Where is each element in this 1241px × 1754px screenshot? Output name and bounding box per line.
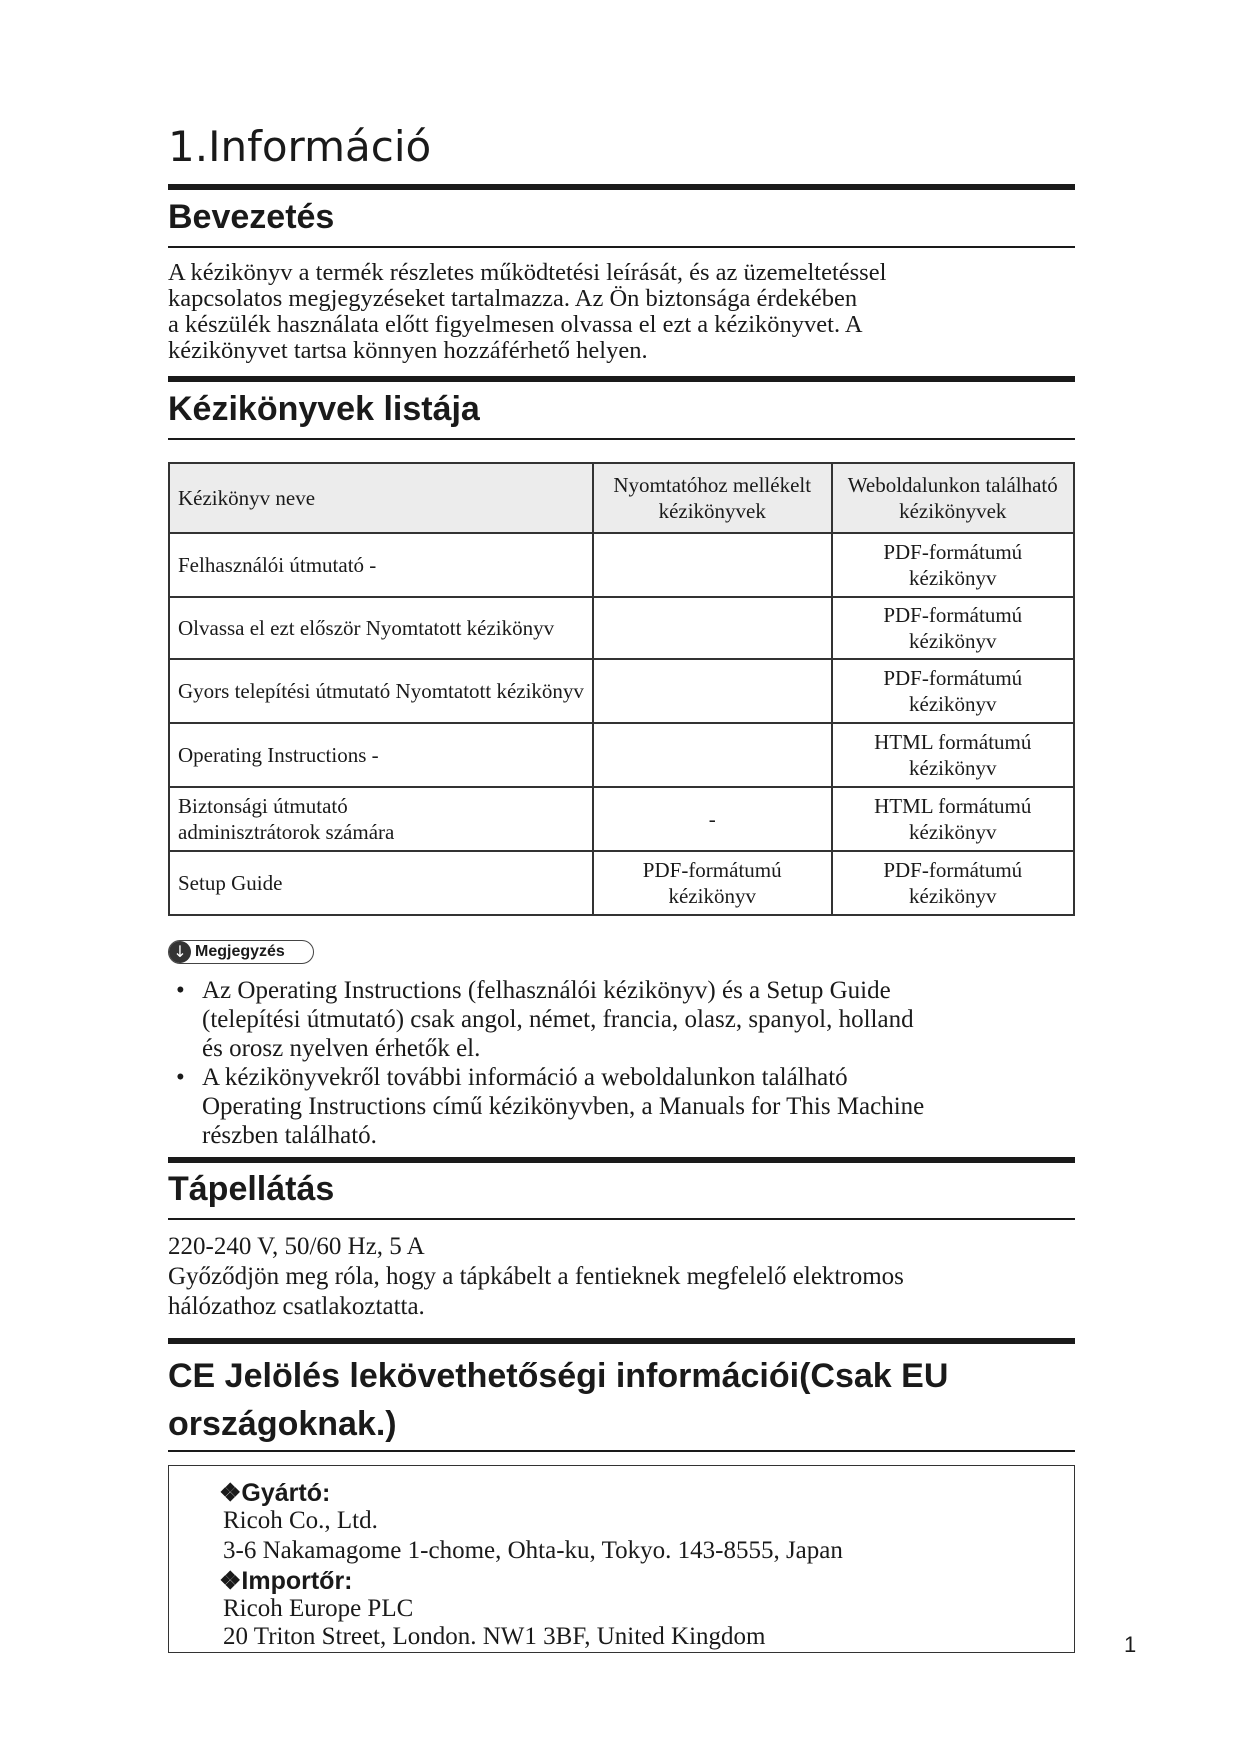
section-title-intro: Bevezetés bbox=[168, 198, 335, 236]
cell-web-line: kézikönyv bbox=[909, 756, 997, 780]
cell-web-line: kézikönyv bbox=[909, 566, 997, 590]
table-row bbox=[169, 597, 1074, 659]
section-rule bbox=[168, 1157, 1075, 1163]
section-title-power: Tápellátás bbox=[168, 1170, 335, 1208]
header-printed bbox=[593, 463, 832, 533]
section-rule bbox=[168, 246, 1075, 248]
header-web-line: kézikönyvek bbox=[899, 499, 1007, 523]
intro-line: a készülék használata előtt figyelmesen olvassa el ezt a kézikönyvet. A bbox=[168, 311, 863, 338]
cell-manual-name-text: Gyors telepítési útmutató Nyomtatott kézikönyv bbox=[178, 679, 584, 703]
note-line: • A kézikönyvekről további információ a weboldalunkon található bbox=[202, 1064, 848, 1091]
cell-web-line: PDF-formátumú bbox=[883, 603, 1023, 627]
header-printed-line: Nyomtatóhoz mellékelt bbox=[613, 473, 812, 497]
table-row bbox=[169, 851, 1074, 915]
cell-web-line: PDF-formátumú bbox=[883, 858, 1023, 882]
table-row bbox=[169, 533, 1074, 597]
cell-printed bbox=[593, 659, 832, 723]
header-printed-line: kézikönyvek bbox=[658, 499, 766, 523]
table-row bbox=[169, 659, 1074, 723]
chapter-rule bbox=[168, 184, 1075, 190]
power-line: Győződjön meg róla, hogy a tápkábelt a fentieknek megfelelő elektromos bbox=[168, 1263, 904, 1290]
cell-manual-name bbox=[169, 659, 593, 723]
ce-title-line: országoknak.) bbox=[168, 1405, 397, 1443]
note-line: (telepítési útmutató) csak angol, német, francia, olasz, spanyol, holland bbox=[202, 1006, 914, 1033]
cell-web bbox=[832, 787, 1075, 851]
cell-printed bbox=[593, 533, 832, 597]
manufacturer-label: ❖Gyártó: bbox=[219, 1479, 331, 1507]
cell-manual-name bbox=[169, 787, 593, 851]
manuals-table bbox=[168, 462, 1075, 916]
note-badge bbox=[168, 940, 314, 964]
note-label: Megjegyzés bbox=[195, 943, 285, 960]
cell-printed-line: PDF-formátumú bbox=[642, 858, 782, 882]
cell-manual-name: Operating Instructions - bbox=[169, 723, 593, 787]
cell-manual-name bbox=[169, 597, 593, 659]
note-line: • Az Operating Instructions (felhasználói kézikönyv) és a Setup Guide bbox=[202, 977, 891, 1004]
cell-web-line: PDF-formátumú bbox=[883, 666, 1023, 690]
ce-info-box bbox=[168, 1465, 1075, 1653]
section-rule bbox=[168, 376, 1075, 382]
cell-printed bbox=[593, 597, 832, 659]
page-number: 1 bbox=[1124, 1632, 1137, 1657]
cell-printed-line: kézikönyv bbox=[668, 884, 756, 908]
cell-web bbox=[832, 723, 1075, 787]
cell-manual-name-line: Biztonsági útmutató bbox=[178, 794, 348, 818]
power-line: hálózathoz csatlakoztatta. bbox=[168, 1293, 425, 1320]
cell-web-line: kézikönyv bbox=[909, 884, 997, 908]
cell-manual-name-text: Olvassa el ezt először Nyomtatott kézikönyv bbox=[178, 616, 555, 640]
cell-web-line: PDF-formátumú bbox=[883, 540, 1023, 564]
arrow-down-circle-icon: ↓ bbox=[169, 941, 191, 963]
section-title-manuals: Kézikönyvek listája bbox=[168, 390, 480, 428]
power-line: 220-240 V, 50/60 Hz, 5 A bbox=[168, 1233, 425, 1260]
header-web bbox=[832, 463, 1075, 533]
importer-name: Ricoh Europe PLC bbox=[223, 1595, 414, 1622]
intro-line: A kézikönyv a termék részletes működtetési leírását, és az üzemeltetéssel bbox=[168, 259, 887, 286]
note-list bbox=[168, 976, 1075, 1150]
cell-printed bbox=[593, 851, 832, 915]
cell-manual-name: Felhasználói útmutató - bbox=[169, 533, 593, 597]
section-title-ce bbox=[168, 1352, 948, 1448]
cell-web-line: kézikönyv bbox=[909, 820, 997, 844]
intro-paragraph bbox=[168, 260, 1075, 364]
table-row bbox=[169, 787, 1074, 851]
header-web-line: Weboldalunkon található bbox=[847, 473, 1058, 497]
cell-web bbox=[832, 597, 1075, 659]
section-rule bbox=[168, 438, 1075, 440]
table-row bbox=[169, 723, 1074, 787]
intro-line: kézikönyvet tartsa könnyen hozzáférhető helyen. bbox=[168, 337, 648, 364]
section-rule bbox=[168, 1218, 1075, 1220]
header-manual-name: Kézikönyv neve bbox=[169, 463, 593, 533]
cell-printed bbox=[593, 723, 832, 787]
cell-manual-name: Setup Guide bbox=[169, 851, 593, 915]
table-header-row bbox=[169, 463, 1074, 533]
note-line: Operating Instructions című kézikönyvben, a Manuals for This Machine bbox=[202, 1093, 925, 1120]
note-line: részben található. bbox=[202, 1122, 377, 1149]
chapter-title: 1.Információ bbox=[168, 122, 432, 171]
section-rule bbox=[168, 1338, 1075, 1344]
section-rule bbox=[168, 1450, 1075, 1452]
list-item bbox=[168, 976, 1075, 1063]
intro-line: kapcsolatos megjegyzéseket tartalmazza. Az Ön biztonsága érdekében bbox=[168, 285, 858, 312]
list-item bbox=[168, 1063, 1075, 1150]
cell-manual-name-line: adminisztrátorok számára bbox=[178, 820, 395, 844]
importer-label: ❖Importőr: bbox=[219, 1567, 353, 1595]
cell-web bbox=[832, 659, 1075, 723]
cell-web-line: kézikönyv bbox=[909, 692, 997, 716]
manufacturer-address: 3-6 Nakamagome 1-chome, Ohta-ku, Tokyo. 143-8555, Japan bbox=[223, 1537, 843, 1564]
cell-web bbox=[832, 851, 1075, 915]
cell-web-line: kézikönyv bbox=[909, 629, 997, 653]
power-paragraph bbox=[168, 1232, 1075, 1322]
cell-printed: - bbox=[593, 787, 832, 851]
note-line: és orosz nyelven érhetők el. bbox=[202, 1035, 481, 1062]
cell-web-line: HTML formátumú bbox=[874, 730, 1032, 754]
cell-web bbox=[832, 533, 1075, 597]
manufacturer-name: Ricoh Co., Ltd. bbox=[223, 1507, 378, 1534]
ce-title-line: CE Jelölés lekövethetőségi információi(Csak EU bbox=[168, 1357, 949, 1395]
importer-address: 20 Triton Street, London. NW1 3BF, United Kingdom bbox=[223, 1623, 766, 1650]
cell-web-line: HTML formátumú bbox=[874, 794, 1032, 818]
